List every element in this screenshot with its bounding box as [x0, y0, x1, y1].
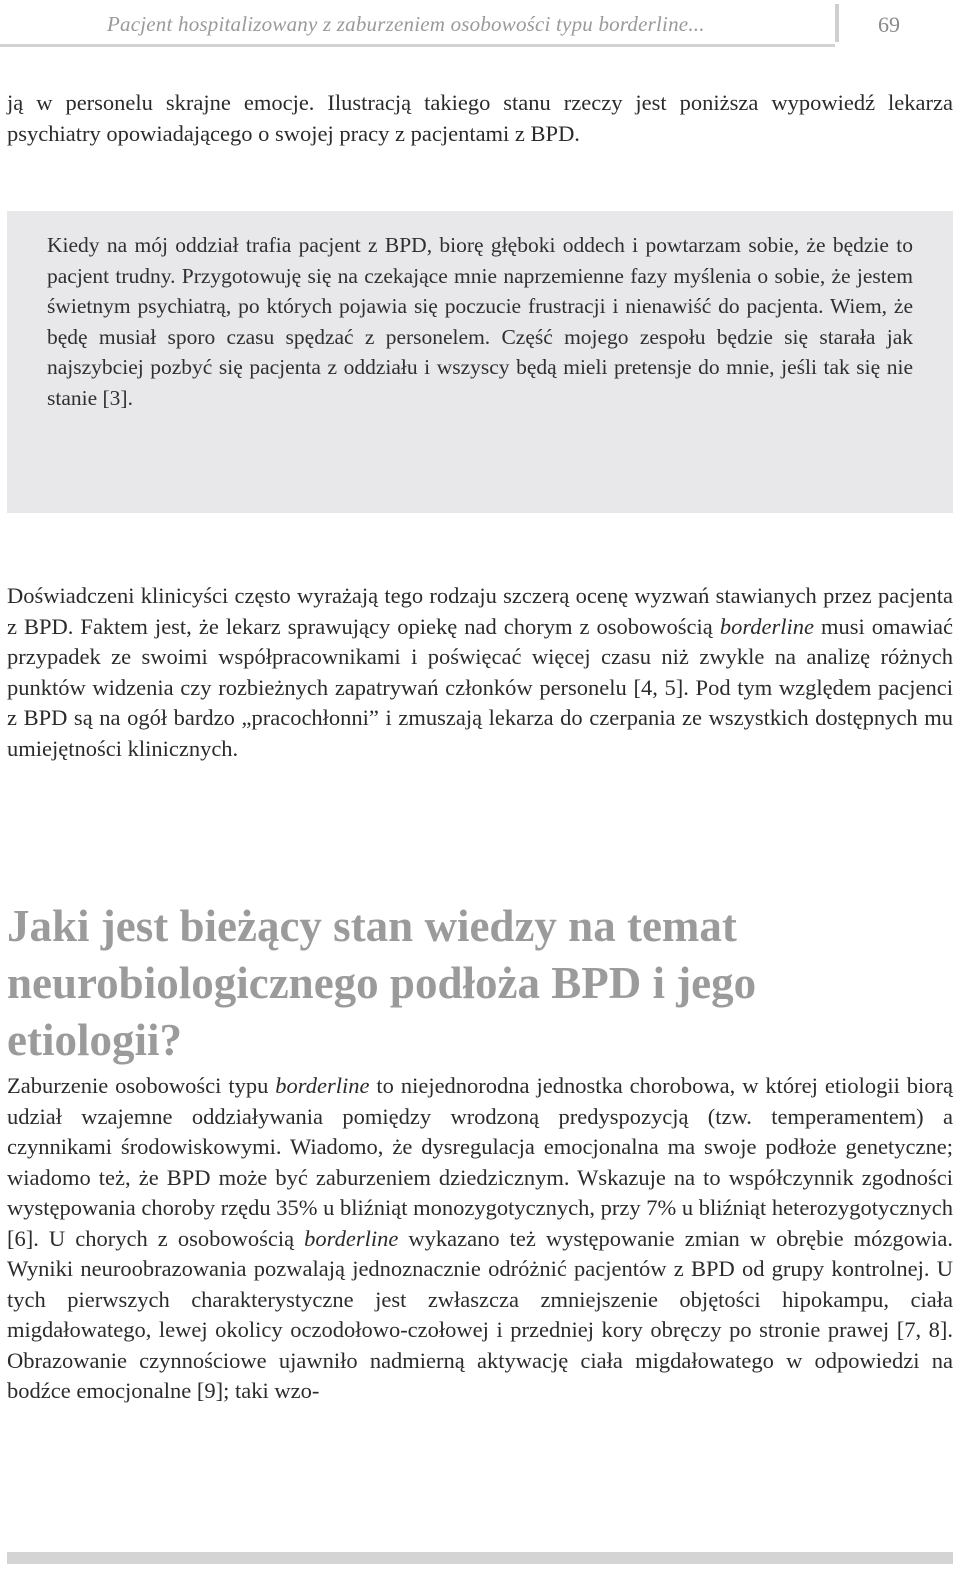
paragraph-1-text-b: musi omawiać przypadek ze swoimi współpracownikami i poświęcać więcej czasu niż zwykle na analizę różnych punktów widzenia czy rozbieżnych zapatrywań członków personelu [4, 5]. Pod tym względem pacjenci z BPD są na ogół bardzo „pracochłonni” i zmuszają lekarza do czerpania ze wszystkich dostępnych mu umiejętności klinicznych.: [7, 613, 953, 761]
intro-paragraph: ją w personelu skrajne emocje. Ilustracją takiego stanu rzeczy jest poniższa wypowiedź lekarza psychiatry opowiadającego o swojej pracy z pacjentami z BPD.: [7, 90, 953, 146]
paragraph-1-text-a: Doświadczeni klinicyści często wyrażają tego rodzaju szczerą ocenę wyzwań stawianych przez pacjenta z BPD. Faktem jest, że lekarz sprawujący opiekę nad chorym z osobowością: [7, 583, 953, 639]
page-number: 69: [878, 12, 900, 37]
quote-text: Kiedy na mój oddział trafia pacjent z BPD, biorę głęboki oddech i powtarzam sobie, że będzie to pacjent trudny. Przygotowuję się na czekające mnie naprzemienne fazy myślenia o sobie, że jestem świetnym psychiatrą, po których pojawia się poczucie frustracji i nienawiść do pacjenta. Wiem, że będę musiał sporo czasu spędzać z personelem. Część mojego zespołu będzie się starała jak najszybciej pozbyć się pacjenta z oddziału i wszyscy będą mieli pretensje do mnie, jeśli tak się nie stanie [3].: [47, 233, 913, 410]
running-header-title: Pacjent hospitalizowany z zaburzeniem osobowości typu borderline...: [107, 12, 705, 36]
running-header: [0, 0, 960, 48]
paragraph-2-text-c: wykazano też występowanie zmian w obrębie mózgowia. Wyniki neuroobrazowania pozwalają jednoznacznie odróżnić pacjentów z BPD od grupy kontrolnej. U tych pierwszych charakterystyczne jest zwłaszcza zmniejszenie objętości hipokampu, ciała migdałowatego, lewej okolicy oczodołowo-czołowej i przedniej kory obręczy po stronie prawej [7, 8]. Obrazowanie czynnościowe ujawniło nadmierną aktywację ciała migdałowatego w odpowiedzi na bodźce emocjonalne [9]; taki wzo-: [7, 1225, 953, 1403]
paragraph-1-italic: borderline: [719, 613, 814, 639]
paragraph-2-italic-1: borderline: [275, 1073, 370, 1098]
header-rule: [0, 44, 835, 47]
quote-box: [7, 211, 953, 513]
paragraph-2-italic-2: borderline: [304, 1225, 399, 1251]
body-paragraph-2: [7, 1071, 953, 1407]
footer-rule: [7, 1552, 953, 1564]
section-heading: Jaki jest bieżący stan wiedzy na temat neurobiologicznego podłoża BPD i jego etiologii?: [7, 901, 757, 1065]
header-divider: [835, 4, 839, 42]
paragraph-2-text-b: to niejednorodna jednostka chorobowa, w której etiologii biorą udział wzajemne oddziaływania pomiędzy wrodzoną predyspozycją (tzw. temperamentem) a czynnikami środowiskowymi. Wiadomo, że dysregulacja emocjonalna ma swoje podłoże genetyczne; wiadomo też, że BPD może być zaburzeniem dziedzicznym. Wskazuje na to współczynnik zgodności występowania choroby rzędu 35% u bliźniąt monozygotycznych, przy 7% u bliźniąt heterozygotycznych [6]. U chorych z osobowością: [7, 1073, 953, 1251]
paragraph-2-text-a: Zaburzenie osobowości typu: [7, 1073, 276, 1098]
body-paragraph-1: [7, 581, 953, 764]
